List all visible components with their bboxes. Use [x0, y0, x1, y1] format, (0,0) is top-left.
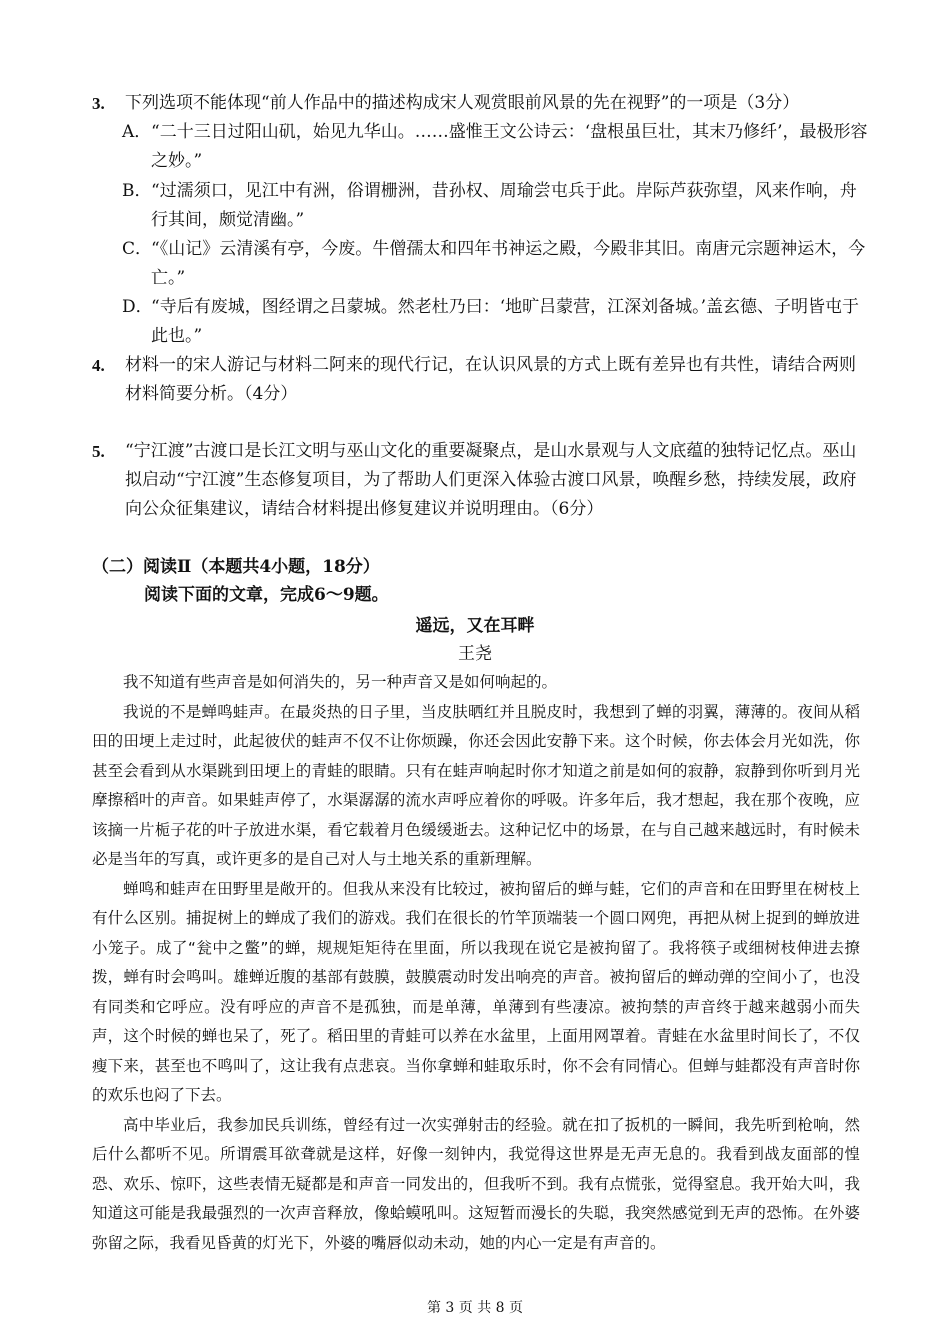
option-c: [122, 235, 872, 293]
option-key: B．: [122, 181, 152, 201]
option-b: [122, 177, 872, 235]
question-text: 下列选项不能体现“前人作品中的描述构成宋人观赏眼前风景的先在视野”的一项是（3分）: [125, 93, 800, 113]
option-text: “寺后有废城，图经谓之吕蒙城。然老杜乃曰：‘地旷吕蒙营，江深刘备城。’盖玄德、子明皆屯于此也。”: [151, 297, 859, 346]
option-key: D．: [122, 297, 153, 317]
question-number: 3.: [92, 94, 105, 113]
question-number: 4.: [92, 356, 105, 375]
option-text: “《山记》云清溪有亭，今废。牛僧孺太和四年书神运之殿，今殿非其旧。南唐元宗题神运木，今亡。”: [151, 239, 866, 288]
option-d: [122, 293, 872, 351]
question-5: [92, 437, 872, 524]
essay-body: [92, 668, 860, 1258]
option-key: A．: [122, 122, 152, 142]
essay-paragraph: 我不知道有些声音是如何消失的，另一种声音又是如何响起的。: [123, 673, 558, 691]
essay-paragraph: 我说的不是蝉鸣蛙声。在最炎热的日子里，当皮肤晒红并且脱皮时，我想到了蝉的羽翼，薄薄的。夜间从稻田的田埂上走过时，此起彼伏的蛙声不仅不让你烦躁，你还会因此安静下来。这个时候，你去体会月光如洗，你甚至会看到从水渠跳到田埂上的青蛙的眼睛。只有在蛙声响起时你才知道之前是如何的寂静，寂静到你听到月光摩擦稻叶的声音。如果蛙声停了，水渠潺潺的流水声呼应着你的呼吸。许多年后，我才想起，我在那个夜晚，应该摘一片栀子花的叶子放进水渠，看它载着月色缓缓逝去。这种记忆中的场景，在与自己越来越远时，有时候未必是当年的写真，或许更多的是自己对人与土地关系的重新理解。: [92, 702, 860, 868]
essay-author: 王尧: [458, 644, 492, 664]
question-4: [92, 351, 872, 409]
question-number: 5.: [92, 442, 105, 461]
question-text: “宁江渡”古渡口是长江文明与巫山文化的重要凝聚点，是山水景观与人文底蕴的独特记忆点。巫山拟启动“宁江渡”生态修复项目，为了帮助人们更深入体验古渡口风景，唤醒乡愁，持续发展，政府向公众征集建议，请结合材料提出修复建议并说明理由。（6分）: [125, 441, 857, 519]
section-heading: （二）阅读Ⅱ（本题共4小题，18分）: [92, 557, 380, 577]
option-text: “二十三日过阳山矶，始见九华山。……盛惟王文公诗云：‘盘根虽巨壮，其末乃修纤’，最极形容之妙。”: [151, 122, 868, 171]
option-a: [122, 118, 872, 176]
question-3: [92, 89, 872, 118]
essay-title: 遥远，又在耳畔: [415, 616, 535, 636]
question-text: 材料一的宋人游记与材料二阿来的现代行记，在认识风景的方式上既有差异也有共性，请结合两则材料简要分析。（4分）: [125, 355, 856, 404]
option-key: C．: [122, 239, 153, 259]
essay-paragraph: 高中毕业后，我参加民兵训练，曾经有过一次实弹射击的经验。就在扣了扳机的一瞬间，我先听到枪响，然后什么都听不见。所谓震耳欲聋就是这样，好像一刻钟内，我觉得这世界是无声无息的。我看到战友面部的惶恐、欢乐、惊吓，这些表情无疑都是和声音一同发出的，但我听不到。我有点慌张，觉得窒息。我开始大叫，我知道这可能是我最强烈的一次声音释放，像蛤蟆吼叫。这短暂而漫长的失聪，我突然感觉到无声的恐怖。在外婆弥留之际，我看见昏黄的灯光下，外婆的嘴唇似动未动，她的内心一定是有声音的。: [92, 1115, 860, 1252]
section-instruction: 阅读下面的文章，完成6～9题。: [144, 585, 389, 605]
essay-paragraph: 蝉鸣和蛙声在田野里是敞开的。但我从来没有比较过，被拘留后的蝉与蛙，它们的声音和在田野里在树枝上有什么区别。捕捉树上的蝉成了我们的游戏。我们在很长的竹竿顶端装一个圆口网兜，再把从树上捉到的蝉放进小笼子。成了“瓮中之鳖”的蝉，规规矩矩待在里面，所以我现在说它是被拘留了。我将筷子或细树枝伸进去撩拨，蝉有时会鸣叫。雄蝉近腹的基部有鼓膜，鼓膜震动时发出响亮的声音。被拘留后的蝉动弹的空间小了，也没有同类和它呼应。没有呼应的声音不是孤独，而是单薄，单薄到有些凄凉。被拘禁的声音终于越来越弱小而失声，这个时候的蝉也呆了，死了。稻田里的青蛙可以养在水盆里，上面用网罩着。青蛙在水盆里时间长了，不仅瘦下来，甚至也不鸣叫了，这让我有点悲哀。当你拿蝉和蛙取乐时，你不会有同情心。但蝉与蛙都没有声音时你的欢乐也闷了下去。: [92, 879, 860, 1104]
option-text: “过濡须口，见江中有洲，俗谓栅洲，昔孙权、周瑜尝屯兵于此。岸际芦荻弥望，风来作响，舟行其间，颇觉清幽。”: [151, 181, 857, 230]
page-footer: 第 3 页 共 8 页: [426, 1300, 524, 1316]
